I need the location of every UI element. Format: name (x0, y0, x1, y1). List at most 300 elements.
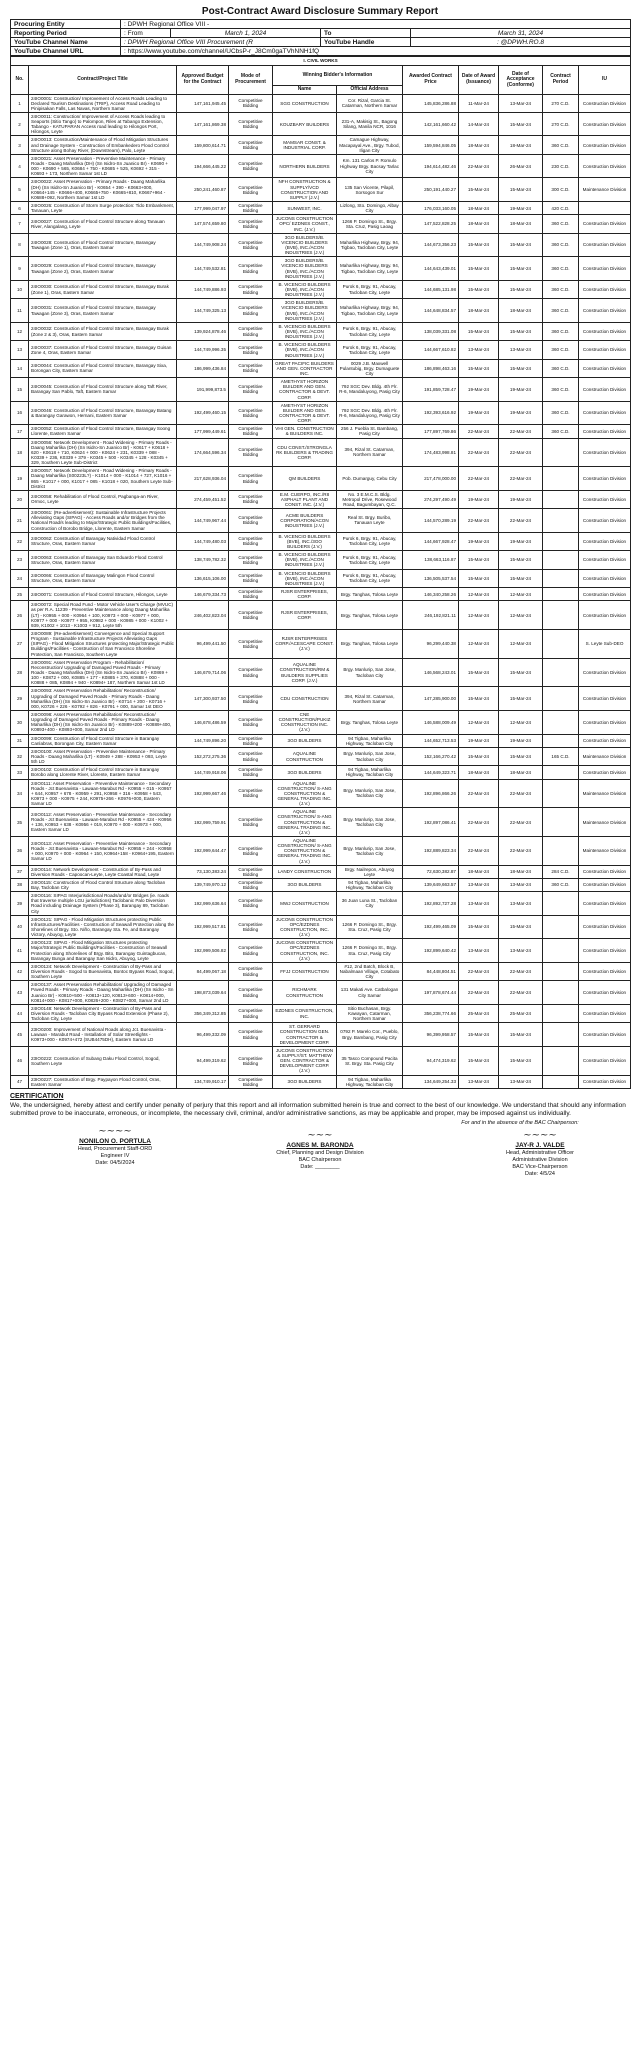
table-row (11, 202, 631, 215)
row-bidder-name: KOUZBARY BUILDERS (273, 112, 337, 136)
col-accept: Date of Acceptance (Conforme) (499, 66, 543, 95)
row-mode: Competitive Bidding (229, 94, 273, 112)
row-no: 37 (11, 865, 29, 878)
row-bidder-name: 3GO BUILDERS (273, 766, 337, 779)
signatory-3-date: Date: 4/5/24 (525, 1170, 555, 1177)
row-mode: Competitive Bidding (229, 490, 273, 508)
row-iu: Construction Division (579, 322, 631, 340)
table-row (11, 425, 631, 438)
signatory-3-title2: Administrative Division (512, 1157, 568, 1164)
row-bidder-address: 135 San Vicente, Pilapil, Sorsogon Sur (337, 178, 403, 202)
row-no: 3 (11, 136, 29, 154)
row-award-date: 15-Mar-24 (459, 658, 499, 687)
row-abc: 144,749,325.13 (177, 299, 229, 323)
row-bidder-name: MWJ CONSTRUCTION (273, 892, 337, 916)
row-amount: 139,649,663.57 (403, 878, 459, 891)
row-mode: Competitive Bidding (229, 1075, 273, 1088)
row-accept-date: 13-Mar-24 (499, 1075, 543, 1088)
row-no: 13 (11, 341, 29, 359)
row-project: 24IO0099: Construction of Flood Control Structure in Barangay Canlabras, Borongan City, Eastern Samar (29, 734, 177, 747)
row-amount: 192,896,866.26 (403, 779, 459, 808)
row-accept-date: 19-Mar-24 (499, 401, 543, 425)
row-period: 230 C.D. (543, 154, 579, 178)
row-mode: Competitive Bidding (229, 136, 273, 154)
col-mode: Mode of Procurement (229, 66, 273, 95)
row-bidder-address: Purok 6, Brgy. 91, Abucay, Tacloban City, Leyte (337, 322, 403, 340)
row-award-date: 12-Mar-24 (459, 601, 499, 630)
row-amount: 138,039,331.08 (403, 322, 459, 340)
row-bidder-address: Brgy. Tanghas, Tolosa Leyte (337, 710, 403, 734)
row-award-date: 25-Mar-24 (459, 1004, 499, 1022)
row-period (543, 892, 579, 916)
row-period (543, 588, 579, 601)
row-amount: 250,191,440.27 (403, 178, 459, 202)
row-accept-date: 22-Mar-24 (499, 808, 543, 837)
row-no: 25 (11, 588, 29, 601)
row-iu: Construction Division (579, 1004, 631, 1022)
row-amount: 144,673,356.23 (403, 233, 459, 257)
row-amount: 147,285,900.00 (403, 687, 459, 711)
row-bidder-address: Purok 6, Brgy. 91, Abucay, Tacloban City, Leyte (337, 341, 403, 359)
row-abc: 177,999,449.61 (177, 425, 229, 438)
row-bidder-name: 3GO BUILDERS/B. VICENCIO BUILDERS (BVB), INC./ACON INDUSTRIES (J.V.) (273, 257, 337, 281)
row-bidder-address: 94 Tigbao, Maharlika Highway, Tacloban City (337, 766, 403, 779)
row-accept-date: 15-Mar-24 (499, 112, 543, 136)
section-title: I. CIVIL WORKS (11, 57, 631, 66)
row-accept-date: 15-Mar-24 (499, 658, 543, 687)
row-mode: Competitive Bidding (229, 401, 273, 425)
row-award-date: 15-Mar-24 (459, 551, 499, 569)
row-award-date: 18-Mar-24 (459, 299, 499, 323)
row-award-date: 22-Mar-24 (459, 779, 499, 808)
row-period (543, 766, 579, 779)
row-iu: S. Leyte Sub-DEO (579, 630, 631, 659)
row-project: 24IO0111: Asset Preservation - Preventive Maintenance - Secondary Roads - Jct Buenavista - Lawaan-Marabut Rd - K0955 + 015 - K0957 + 644, K0957 + 678 - K0959 + 291, K0958 + 316 - K0958 + 543, K0973 + 000 - K0975 + 244, K0975+266 - K0976+000, Eastern Samar LD (29, 779, 177, 808)
row-no: 22 (11, 532, 29, 550)
row-period (543, 836, 579, 865)
row-accept-date: 18-Mar-24 (499, 215, 543, 233)
row-amount: 192,897,086.41 (403, 808, 459, 837)
row-no: 7 (11, 215, 29, 233)
row-period (543, 532, 579, 550)
row-abc: 146,679,334.73 (177, 588, 229, 601)
row-bidder-address: Purok 6, Brgy. 91, Abucay, Tacloban City, Leyte (337, 280, 403, 298)
table-row (11, 981, 631, 1005)
row-mode: Competitive Bidding (229, 467, 273, 491)
row-amount: 246,192,821.11 (403, 601, 459, 630)
row-mode: Competitive Bidding (229, 808, 273, 837)
row-period: 360 C.D. (543, 257, 579, 281)
row-project: 24IO0029: Construction of Flood Control Structure, Barangay Tawagan (Zone 2), Oras, Eastern Samar (29, 257, 177, 281)
table-row (11, 747, 631, 765)
row-period (543, 467, 579, 491)
row-accept-date: 18-Mar-24 (499, 299, 543, 323)
row-iu: Maintenance Division (579, 747, 631, 765)
row-iu: Construction Division (579, 1046, 631, 1075)
col-award: Date of Award (Issuance) (459, 66, 499, 95)
table-row (11, 1023, 631, 1047)
row-bidder-address: Brgy. Manlurip, San Jose, Tacloban City (337, 658, 403, 687)
row-bidder-address: 1266 P. Domingo St., Brgy. Sta. Cruz, Pasig City (337, 939, 403, 963)
signatory-3-title3: BAC Vice-Chairperson (512, 1163, 568, 1170)
table-row (11, 630, 631, 659)
row-bidder-name: ACME BUILDERS CORPORATION/ACON INDUSTRIES (J.V.) (273, 509, 337, 533)
row-accept-date: 22-Mar-24 (499, 981, 543, 1005)
row-mode: Competitive Bidding (229, 202, 273, 215)
row-amount: 84,448,804.51 (403, 962, 459, 980)
row-iu: Construction Division (579, 136, 631, 154)
table-row (11, 601, 631, 630)
row-bidder-name: RICHMARK CONSTRUCTION (273, 981, 337, 1005)
row-accept-date: 15-Mar-24 (499, 233, 543, 257)
youtube-channel-name: : DPWH Regional Office VIII Procurement (R (121, 38, 321, 47)
row-no: 21 (11, 509, 29, 533)
row-project: 24IO0071: Construction of Flood Control Structure, Hilongos, Leyte (29, 588, 177, 601)
table-row (11, 532, 631, 550)
from-label: : From (121, 29, 171, 38)
row-award-date: 19-Mar-24 (459, 490, 499, 508)
row-project: 23IO0227: Construction of Brgy. Paypayon Flood Control, Oras, Eastern Samar (29, 1075, 177, 1088)
row-accept-date: 12-Mar-24 (499, 588, 543, 601)
row-bidder-address: 36 Juan Luna St., Tacloban City (337, 892, 403, 916)
row-iu: Construction Division (579, 490, 631, 508)
table-row (11, 779, 631, 808)
row-no: 17 (11, 425, 29, 438)
row-accept-date: 12-Mar-24 (499, 710, 543, 734)
row-mode: Competitive Bidding (229, 322, 273, 340)
row-abc: 192,999,636.64 (177, 892, 229, 916)
row-award-date: 22-Mar-24 (459, 808, 499, 837)
row-period (543, 915, 579, 939)
row-amount: 72,630,382.87 (403, 865, 459, 878)
row-abc: 146,679,714.06 (177, 658, 229, 687)
row-iu: Construction Division (579, 215, 631, 233)
row-amount: 192,393,616.92 (403, 401, 459, 425)
row-abc: 139,749,970.12 (177, 878, 229, 891)
row-no: 15 (11, 378, 29, 402)
row-iu: Construction Division (579, 939, 631, 963)
row-award-date: 19-Mar-24 (459, 401, 499, 425)
row-award-date: 18-Mar-24 (459, 215, 499, 233)
row-iu: Construction Division (579, 766, 631, 779)
row-amount: 192,499,465.09 (403, 915, 459, 939)
row-abc: 147,574,659.80 (177, 215, 229, 233)
row-accept-date: 18-Mar-24 (499, 136, 543, 154)
row-project: 24IO0045: Construction of Flood Control Structure along Taft River, Barangay San Pablo, Taft, Eastern Samar (29, 378, 177, 402)
row-bidder-name: FFJJ CONSTRUCTION (273, 962, 337, 980)
bac-note: For and in the absence of the BAC Chairperson: (461, 1120, 579, 1127)
row-abc: 192,999,667.46 (177, 779, 229, 808)
row-project: 24IO0102: Construction of Flood Control Structure in Barangay Borobo along Llorente River, Llorente, Eastern Samar (29, 766, 177, 779)
to-label: To (321, 29, 411, 38)
signatory-1-date: Date: 04/5/2024 (95, 1159, 135, 1166)
row-mode: Competitive Bidding (229, 630, 273, 659)
table-body (11, 94, 631, 1088)
row-iu: Construction Division (579, 569, 631, 587)
row-award-date: 22-Mar-24 (459, 981, 499, 1005)
row-period: 360 C.D. (543, 322, 579, 340)
row-iu: Construction Division (579, 154, 631, 178)
row-bidder-address: Brgy. Tanghas, Tolosa Leyte (337, 601, 403, 630)
row-bidder-address: #12, 2nd Batch, Block B, Nabalmaan Village, Cotabato City (337, 962, 403, 980)
row-amount: 274,297,490.49 (403, 490, 459, 508)
row-project: 24IO0013: Construction/Maintenance of Flood Mitigation Structures and Drainage System - Construction of Embankedero Flood Control Structure along Bohay River, (Downstream), Palo, Leyte (29, 136, 177, 154)
row-period (543, 808, 579, 837)
row-mode: Competitive Bidding (229, 588, 273, 601)
row-no: 30 (11, 710, 29, 734)
row-bidder-address: Purok 6, Brgy. 91, Abucay, Tacloban City, Leyte (337, 532, 403, 550)
row-bidder-name: JUCONS CONSTRUCTION & SUPPLY/ST. MATTHEW GEN. CONTRACTOR & DEVELOPMENT CORP. (J.V.) (273, 1046, 337, 1075)
row-project: 24IO0112: Asset Preservation - Preventive Maintenance - Secondary Roads - Jct Buenavista - Lawaan-Marabut Rd - K0955 + 424 - K0956 + 136, K0953 + 638 - K0956 + 019, K0970 + 000 - K0973 + 000, Eastern Samar LD (29, 808, 177, 837)
row-award-date: 15-Mar-24 (459, 280, 499, 298)
row-bidder-name: B. VICENCIO BUILDERS (BVB), INC./3GO BUILDERS (J.V.) (273, 532, 337, 550)
row-amount: 192,892,727.28 (403, 892, 459, 916)
row-award-date: 19-Mar-24 (459, 532, 499, 550)
row-period: 360 C.D. (543, 233, 579, 257)
youtube-channel-url[interactable]: : https://www.youtube.com/channel/UCbsP-r_J8Cm0gaTVhNNH1fQ (121, 47, 631, 56)
row-period (543, 1046, 579, 1075)
row-project: 24IO0061: (Re-advertisement): Sustainable Infrastructure Projects Alleviating Gaps (SIPAG) - Access Roads and/or Bridges from the National Road/s leading to Major/Strategic Public Buildings/Facilities, Construction of Borobo Bridge, Llorente, Eastern Samar (29, 509, 177, 533)
row-amount: 144,570,289.19 (403, 509, 459, 533)
row-iu: Construction Division (579, 233, 631, 257)
certification-text: We, the undersigned, hereby attest and certify under penalty of perjury that this report and all information submitted herein is true and correct to the best of our knowledge. We understand that should any information submitted prove to be inaccurate, erroneous, or incomplete, the necessary civil, criminal, and/or administrative sanctions, as may be applicable and proper, may be imposed against us individually. (10, 1101, 626, 1117)
table-row (11, 154, 631, 178)
row-bidder-name: B. VICENCIO BUILDERS (BVB), INC./ACON INDUSTRIES (J.V.) (273, 551, 337, 569)
table-row (11, 915, 631, 939)
row-mode: Competitive Bidding (229, 1023, 273, 1047)
row-iu: Construction Division (579, 551, 631, 569)
row-accept-date: 22-Mar-24 (499, 779, 543, 808)
table-row (11, 299, 631, 323)
row-project: 24IO0113: Asset Preservation - Preventive Maintenance - Secondary Roads - Jct Buenavista - Lawaan-Marabut Rd - K0955 + 244 - K0958 + 000, K0970 + 000 - K0964 + 150, K0964+158 - K0964+195, Eastern Samar LD (29, 836, 177, 865)
row-amount: 356,238,774.66 (403, 1004, 459, 1022)
row-accept-date: 15-Mar-24 (499, 280, 543, 298)
table-row (11, 878, 631, 891)
row-iu: Construction Division (579, 341, 631, 359)
row-bidder-address: Brgy. Nailrepon, Abuyog Leyte (337, 865, 403, 878)
row-accept-date: 15-Mar-24 (499, 257, 543, 281)
row-bidder-address: Brgy. Manlurip, San Jose, Tacloban City (337, 779, 403, 808)
row-period: 360 C.D. (543, 401, 579, 425)
row-accept-date: 18-Mar-24 (499, 865, 543, 878)
row-no: 19 (11, 467, 29, 491)
row-abc: 144,749,996.35 (177, 341, 229, 359)
row-iu: Construction Division (579, 687, 631, 711)
row-bidder-address: Lizlong, Sto. Domingo, Albay City (337, 202, 403, 215)
row-period (543, 962, 579, 980)
row-iu: Construction Division (579, 865, 631, 878)
row-mode: Competitive Bidding (229, 359, 273, 377)
row-abc: 192,999,644.47 (177, 836, 229, 865)
row-accept-date: 13-Mar-24 (499, 892, 543, 916)
row-mode: Competitive Bidding (229, 154, 273, 178)
table-row (11, 233, 631, 257)
row-bidder-address: 0792 P. Marelo Cor., Pueblo, Brgy. Bambang, Pasig City (337, 1023, 403, 1047)
row-iu: Construction Division (579, 962, 631, 980)
row-bidder-address: 131 Makati Ave. Catbalogan City Samar (337, 981, 403, 1005)
row-mode: Competitive Bidding (229, 280, 273, 298)
row-award-date: 13-Mar-24 (459, 939, 499, 963)
row-period: 270 C.D. (543, 94, 579, 112)
row-bidder-address: Pob. Dumarguy, Cebu City (337, 467, 403, 491)
row-bidder-name: NORTHERN BUILDERS (273, 154, 337, 178)
row-iu: Construction Division (579, 601, 631, 630)
row-iu: Construction Division (579, 467, 631, 491)
table-row (11, 1075, 631, 1088)
row-iu: Construction Division (579, 280, 631, 298)
row-period: 270 C.D. (543, 112, 579, 136)
row-abc: 144,749,532.81 (177, 257, 229, 281)
row-iu: Construction Division (579, 1023, 631, 1047)
row-abc: 84,499,067.18 (177, 962, 229, 980)
row-bidder-address: Purok 6, Brgy. 91, Abucay, Tacloban City, Leyte (337, 551, 403, 569)
row-bidder-address: Brgy. Manlurip, San Jose, Tacloban City (337, 808, 403, 837)
row-iu: Maintenance Division (579, 779, 631, 808)
row-iu: Construction Division (579, 532, 631, 550)
row-mode: Competitive Bidding (229, 425, 273, 438)
row-period: 360 C.D. (543, 280, 579, 298)
row-period (543, 1075, 579, 1088)
row-project: 24IO0028: Construction of Flood Control Structure, Barangay Tawagan (Zone 1), Oras, Eastern Samar (29, 233, 177, 257)
row-award-date: 13-Mar-24 (459, 892, 499, 916)
table-row (11, 1004, 631, 1022)
row-accept-date: 13-Mar-24 (499, 939, 543, 963)
row-abc: 144,749,908.24 (177, 233, 229, 257)
row-abc: 94,499,319.62 (177, 1046, 229, 1075)
row-bidder-name: AMETHYST HORIZON BUILDER AND GEN. CONTRACTOR & DEVT. CORP. (273, 401, 337, 425)
table-row (11, 215, 631, 233)
row-project: 24IO0011: Construction/ Improvement of Access Roads leading to Seaports (Sitio Tango) to Palompon, Riles at Tabango Extension, Tabango - KATUPARAN Access road leading to Hilongos Port, Hilongos, Leyte (29, 112, 177, 136)
row-project: 24IO0100: Asset Preservation - Preventive Maintenance - Primary Roads - Daang Maharlika (LT) - K0949 + 288 - K0953 + 093, Leyte 5th LD (29, 747, 177, 765)
row-period (543, 601, 579, 630)
col-iu: IU (579, 66, 631, 95)
row-no: 41 (11, 939, 29, 963)
table-row (11, 378, 631, 402)
row-period (543, 438, 579, 467)
row-bidder-name: 3GO BUILDERS (273, 878, 337, 891)
row-bidder-address: 94 Tigbao, Maharlika Highway, Tacloban City (337, 734, 403, 747)
procuring-entity-value: : DPWH Regional Office VIII - (121, 20, 631, 29)
signatory-2-date: Date: ________ (300, 1163, 340, 1170)
row-no: 12 (11, 322, 29, 340)
row-no: 31 (11, 734, 29, 747)
row-accept-date: 15-Mar-24 (499, 1046, 543, 1075)
row-award-date: 15-Mar-24 (459, 322, 499, 340)
row-bidder-name: 3GO BUILDERS (273, 734, 337, 747)
table-row (11, 734, 631, 747)
row-period: 360 C.D. (543, 299, 579, 323)
col-address: Official Address (337, 86, 403, 95)
row-project: 24IO0123: SIPAG - Flood Mitigation Structures protecting Major/Strategic Public Buildings/Facilities - Construction of Seawall Protection along Shorelines of Brgy. Bito, Barangay Guintagbucan, Barangay Bunga and Barangay San Isidro, Abuyog, Leyte (29, 939, 177, 963)
row-project: 24IO0057: Network Development - Road Widening - Primary Roads - Daang Maharlika (S00223L?) - K1014 + 000 - K1014 + 727, K1016 + 865 - K1017 + 000, K1017 + 085 - K1018 + 020, Southern Leyte Sub-District (29, 467, 177, 491)
row-abc: 144,749,967.44 (177, 509, 229, 533)
row-bidder-name: 3GO BUILDERS/B. VICENCIO BUILDERS (BVB), INC./ACON INDUSTRIES (J.V.) (273, 233, 337, 257)
row-mode: Competitive Bidding (229, 509, 273, 533)
row-iu: Construction Division (579, 710, 631, 734)
row-abc: 191,999,873.5 (177, 378, 229, 402)
row-period (543, 551, 579, 569)
row-accept-date: 19-Mar-24 (499, 532, 543, 550)
row-accept-date: 22-Mar-24 (499, 962, 543, 980)
col-no: No. (11, 66, 29, 95)
row-abc: 192,499,460.15 (177, 401, 229, 425)
row-no: 2 (11, 112, 29, 136)
row-award-date: 22-Mar-24 (459, 509, 499, 533)
youtube-channel-url-label: YouTube Channel URL (11, 47, 121, 56)
row-period: 360 C.D. (543, 359, 579, 377)
table-row (11, 94, 631, 112)
row-bidder-address: Km. 131 Carlos P. Romulo Highway Brgy. Bacsay Tarlac City (337, 154, 403, 178)
row-project: 24IO0026: Construction of Storm Surge protection: Tido Embankment, Tanauan, Leyte (29, 202, 177, 215)
row-iu: Construction Division (579, 658, 631, 687)
table-row (11, 551, 631, 569)
signatory-3-title1: Head, Administrative Officer (505, 1150, 575, 1157)
row-bidder-name: 3GO BUILDERS/B. VICENCIO BUILDERS (BVB), INC./ACON INDUSTRIES (J.V.) (273, 299, 337, 323)
row-abc: 73,130,383.24 (177, 865, 229, 878)
table-row (11, 359, 631, 377)
row-abc: 147,161,869.38 (177, 112, 229, 136)
row-period: 360 C.D. (543, 878, 579, 891)
row-project: 24IO0137: Asset Preservation Rehabilitation/ Upgrading of Damaged Paved Roads - Primary Roads - Daang Maharlika (DH) (Sn Isidro - Sn Juanico Br) - K0810+500 - K0813+120, K0813+600 - K0814+000, K0814+000 - K0817+000, K0826+200 - K0827+000, Samar 2nd LD (29, 981, 177, 1005)
row-amount: 96,399,958.57 (403, 1023, 459, 1047)
row-bidder-address: 35 Tasco Compound Pacita St. Brgy. Sta. Pasig City (337, 1046, 403, 1075)
row-bidder-address: Real St. Brgy. Buribo, Tanauan Leyte (337, 509, 403, 533)
row-amount: 142,161,660.42 (403, 112, 459, 136)
row-project: 24IO0058: Rehabilitation of Flood Control, Pagbanga-an River, Ormoc, Leyte (29, 490, 177, 508)
row-bidder-name: JUCONS CONSTRUCTION OPC/EZDNES CONSTRUCTION, INC. (J.V.) (273, 939, 337, 963)
row-project: 24IO0114: Network Development - Construction of By-Pass and Diversion Roads - Capoocan-Leyte, Leyte Coastal Road, Leyte (29, 865, 177, 878)
row-period (543, 1023, 579, 1047)
row-accept-date: 22-Mar-24 (499, 509, 543, 533)
row-mode: Competitive Bidding (229, 378, 273, 402)
row-iu: Construction Division (579, 734, 631, 747)
row-period (543, 569, 579, 587)
row-bidder-address: Cor. Rizal, Garcia St. Catarman, Northern Samar (337, 94, 403, 112)
row-mode: Competitive Bidding (229, 1004, 273, 1022)
row-accept-date: 19-Mar-24 (499, 202, 543, 215)
row-bidder-address: 394, Rizal St. Catarman, Northern Samar (337, 438, 403, 467)
row-period (543, 734, 579, 747)
row-bidder-name: RJSR ENTERPRISES CORP./ACESCAPE CONST. (J.V.) (273, 630, 337, 659)
row-accept-date: 19-Mar-24 (499, 378, 543, 402)
table-row (11, 766, 631, 779)
row-project: 24IO0066: Construction of Barangay Malingon Flood Control Structure, Oras, Eastern Samar (29, 569, 177, 587)
row-mode: Competitive Bidding (229, 233, 273, 257)
table-row (11, 438, 631, 467)
row-accept-date: 15-Mar-24 (499, 178, 543, 202)
row-amount: 217,478,000.00 (403, 467, 459, 491)
row-bidder-name: LANDY CONSTRUCTION (273, 865, 337, 878)
signatory-1 (40, 1126, 190, 1167)
row-abc: 250,241,460.87 (177, 178, 229, 202)
row-period (543, 779, 579, 808)
row-amount: 144,667,928.47 (403, 532, 459, 550)
row-accept-date: 26-Mar-24 (499, 154, 543, 178)
row-iu: Construction Division (579, 878, 631, 891)
row-accept-date: 15-Mar-24 (499, 747, 543, 765)
row-project: 24IO0093: Asset Preservation Rehabilitation/ Reconstruction/ Upgrading of Damaged Paved Roads - Primary Roads - Daang Maharlika (DH) (Sn Isidro-Sn Juanico Br) - K0714 + 200 - K0716 + 000, K0726 + 226 - K0792 + 826 - K0791 + 000, Samar 1st DEO (29, 687, 177, 711)
signature-1: ~~~~ (98, 1126, 132, 1138)
row-period (543, 981, 579, 1005)
row-project: 24IO0072: Special Road Fund - Motor Vehicle User's Charge (MVUC) as per R.A. 11239 - Preventive Maintenance along Daang Maharlika (LT) - K0955 + 000 - K0964 + 100, K0973 + 000 - K0977 + 000, K0977 + 000 - K0977 + 955, K0982 + 000 - K0985 + 000 - K1002 + 939, K1002 + 1013 - K1003 + 912, Leyte 5th (29, 601, 177, 630)
row-mode: Competitive Bidding (229, 1046, 273, 1075)
row-abc: 136,615,106.00 (177, 569, 229, 587)
row-project: 24IO0001: Construction/ Improvement of Access Roads Leading to Declared Tourism Destinations (TRIP), Access Road Leading to Pinipisakan Falls, Las Navas, Northern Samar (29, 94, 177, 112)
row-no: 39 (11, 892, 29, 916)
youtube-handle: : @DPWH.RO.8 (411, 38, 631, 47)
signatory-1-name: NONILON O. PORTULA (79, 1138, 151, 1146)
row-bidder-name: EZDNES CONSTRUCTION, INC. (273, 1004, 337, 1022)
